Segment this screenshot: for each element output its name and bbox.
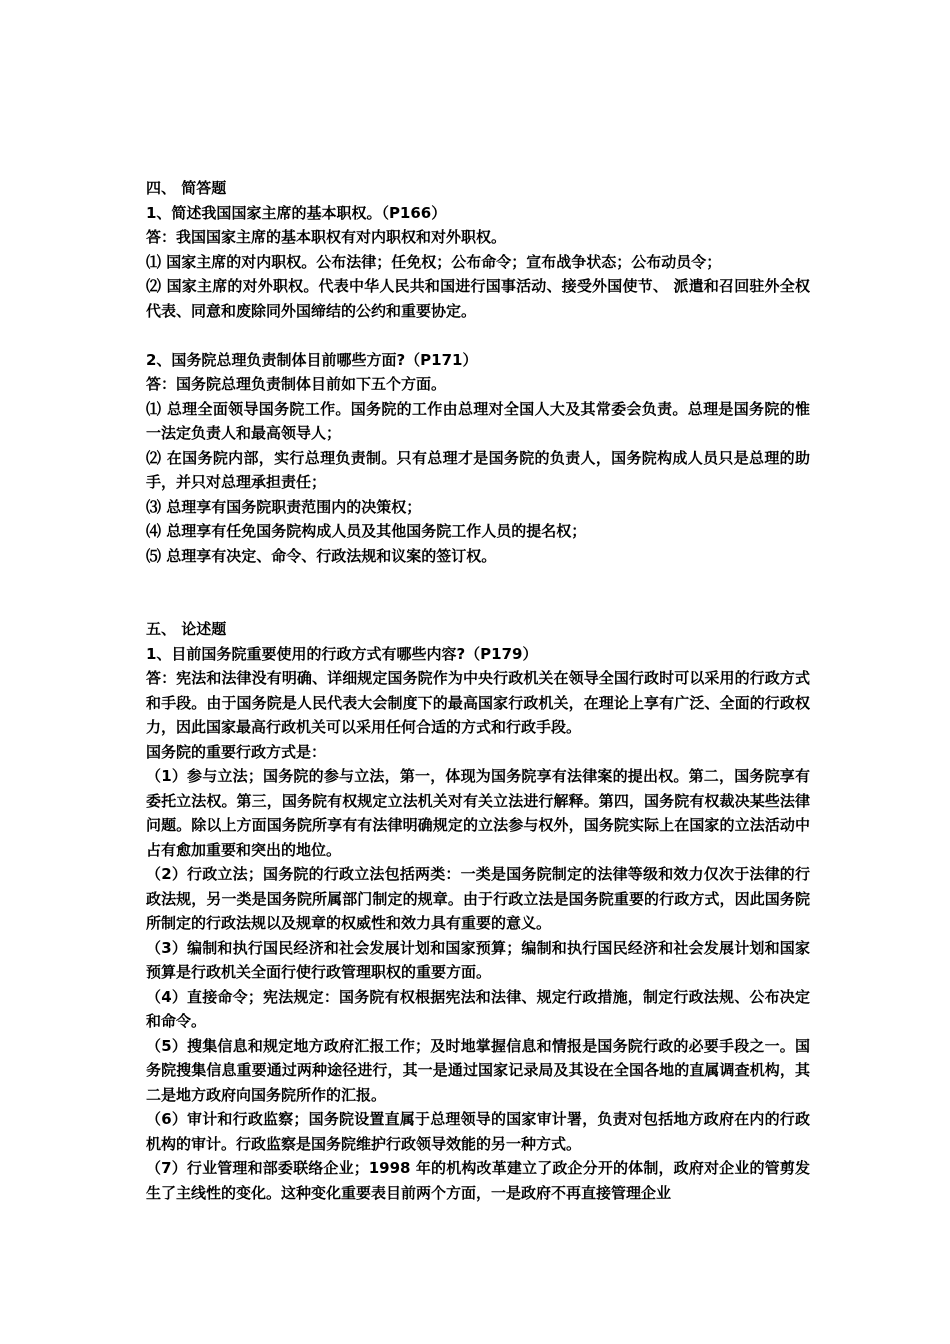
question-title: 1、简述我国国家主席的基本职权。（P166）: [146, 203, 447, 222]
answer-line: 答：我国国家主席的基本职权有对内职权和对外职权。: [146, 228, 507, 246]
blank-line: [146, 568, 810, 617]
answer-paragraph: （2）行政立法；国务院的行政立法包括两类：一类是国务院制定的法律等级和效力仅次于法律的行政法规，另一类是国务院所属部门制定的规章。由于行政立法是国务院重要的行政方式，因此国务院所制定的行政法规以及规章的权威性和效力具有重要的意义。: [146, 865, 810, 932]
answer-line: 国务院的重要行政方式是：: [146, 742, 327, 761]
answer-paragraph: （5）搜集信息和规定地方政府汇报工作；及时地掌握信息和情报是国务院行政的必要手段之一。国务院搜集信息重要通过两种途径进行，其一是通过国家记录局及其设在全国各地的直属调查机构，其二是地方政府向国务院所作的汇报。: [146, 1036, 810, 1104]
question-title: 2、国务院总理负责制体目前哪些方面?（P171）: [146, 350, 478, 369]
answer-line: ⑶ 总理享有国务院职责范围内的决策权；: [146, 497, 422, 516]
answer-paragraph: （4）直接命令；宪法规定：国务院有权根据宪法和法律、规定行政措施，制定行政法规、公布决定和命令。: [146, 987, 810, 1030]
blank-line: [146, 323, 810, 348]
section-heading-essay: 五、 论述题: [146, 620, 227, 638]
answer-paragraph: （6）审计和行政监察；国务院设置直属于总理领导的国家审计署，负责对包括地方政府在内的行政机构的审计。行政监察是国务院维护行政领导效能的另一种方式。: [146, 1110, 810, 1153]
answer-paragraph: （1）参与立法；国务院的参与立法，第一，体现为国务院享有法律案的提出权。第二，国务院享有委托立法权。第三，国务院有权规定立法机关对有关立法进行解释。第四，国务院有权裁决某些法律问题。除以上方面国务院所享有有法律明确规定的立法参与权外，国务院实际上在国家的立法活动中占有愈加重要和突出的地位。: [146, 767, 810, 859]
question-title: 1、目前国务院重要使用的行政方式有哪些内容?（P179）: [146, 644, 538, 663]
answer-paragraph: （7）行业管理和部委联络企业；1998 年的机构改革建立了政企分开的体制，政府对企业的管剪发生了主线性的变化。这种变化重要表目前两个方面，一是政府不再直接管理企业: [146, 1159, 810, 1202]
document-body: [146, 176, 810, 1205]
section-heading-short-answer: 四、 简答题: [146, 179, 227, 197]
answer-line: ⑴ 国家主席的对内职权。公布法律；任免权；公布命令；宣布战争状态；公布动员令；: [146, 252, 722, 271]
answer-paragraph: （3）编制和执行国民经济和社会发展计划和国家预算；编制和执行国民经济和社会发展计划和国家预算是行政机关全面行使行政管理职权的重要方面。: [146, 938, 810, 981]
answer-line: ⑷ 总理享有任免国务院构成人员及其他国务院工作人员的提名权；: [146, 522, 587, 540]
answer-line: ⑸ 总理享有决定、命令、行政法规和议案的签订权。: [146, 546, 497, 565]
answer-line: ⑵ 在国务院内部，实行总理负责制。只有总理才是国务院的负责人，国务院构成人员只是总理的助手，并只对总理承担责任；: [146, 448, 810, 491]
answer-line: ⑵ 国家主席的对外职权。代表中华人民共和国进行国事活动、接受外国使节、 派遣和召回驻外全权代表、同意和废除同外国缔结的公约和重要协定。: [146, 277, 810, 320]
answer-line: 答：国务院总理负责制体目前如下五个方面。: [146, 375, 447, 393]
answer-paragraph: 答：宪法和法律没有明确、详细规定国务院作为中央行政机关在领导全国行政时可以采用的行政方式和手段。由于国务院是人民代表大会制度下的最高国家行政机关，在理论上享有广泛、全面的行政权力，因此国家最高行政机关可以采用任何合适的方式和行政手段。: [146, 669, 810, 736]
answer-line: ⑴ 总理全面领导国务院工作。国务院的工作由总理对全国人大及其常委会负责。总理是国务院的惟一法定负责人和最高领导人；: [146, 399, 810, 442]
